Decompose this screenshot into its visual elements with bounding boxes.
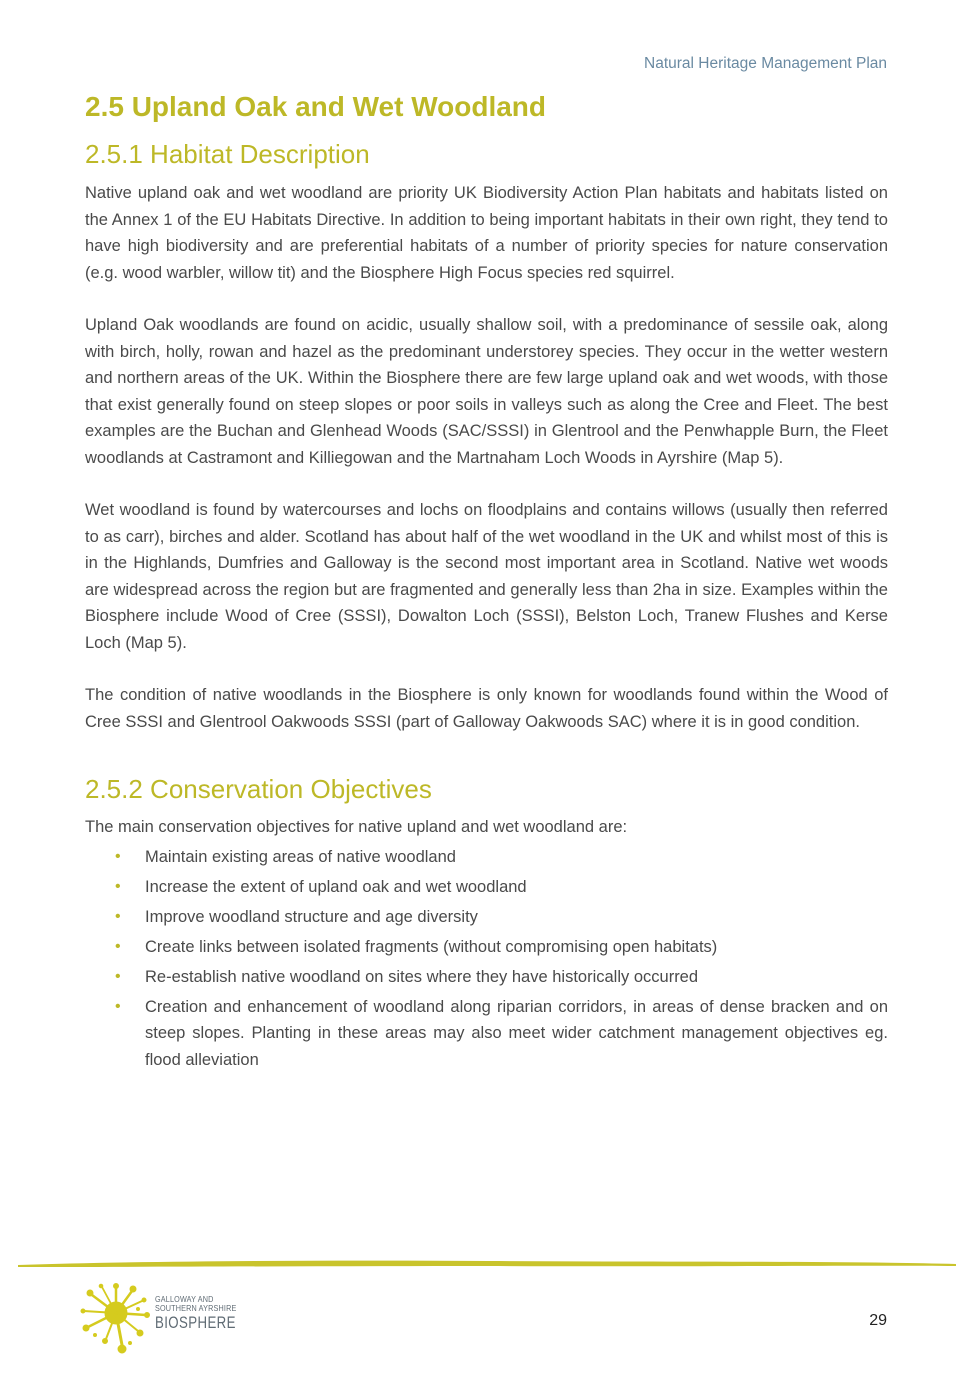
habitat-paragraph-4: The condition of native woodlands in the Biosphere is only known for woodlands found within the Wood of Cree SSSI and Glentrool Oakwoods SSSI (part of Galloway Oakwoods SAC) where it is in good condition. bbox=[85, 686, 888, 731]
bullet-icon: • bbox=[115, 907, 121, 925]
objective-item bbox=[85, 934, 888, 961]
logo-line-3: BIOSPHERE bbox=[155, 1312, 236, 1332]
bullet-icon: • bbox=[115, 997, 121, 1015]
habitat-paragraph-2: Upland Oak woodlands are found on acidic, usually shallow soil, with a predominance of sessile oak, along with birch, holly, rowan and hazel as the predominant understorey species. They occur in the wetter western and northern areas of the UK. Within the Biosphere there are few large upland oak and wet woods, with those that exist generally found on steep slopes or poor soils in valleys such as along the Cree and Fleet. The best examples are the Buchan and Glenhead Woods (SAC/SSSI) in Glentrool and the Penwhapple Burn, the Fleet woodlands at Castramont and Killiegowan and the Martnaham Loch Woods in Ayrshire (Map 5). bbox=[85, 316, 888, 467]
logo-text bbox=[155, 1295, 259, 1332]
objective-item bbox=[85, 964, 888, 991]
bullet-icon: • bbox=[115, 847, 121, 865]
habitat-paragraph-1: Native upland oak and wet woodland are priority UK Biodiversity Action Plan habitats and habitats listed on the Annex 1 of the EU Habitats Directive. In addition to being important habitats in their own right, they tend to have high biodiversity and are preferential habitats of a number of priority species for nature conservation (e.g. wood warbler, willow tit) and the Biosphere High Focus species red squirrel. bbox=[85, 184, 888, 282]
running-header: Natural Heritage Management Plan bbox=[644, 55, 887, 72]
objective-text: Create links between isolated fragments (without compromising open habitats) bbox=[145, 937, 718, 956]
bullet-icon: • bbox=[115, 967, 121, 985]
bullet-icon: • bbox=[115, 877, 121, 895]
objective-text: Re-establish native woodland on sites where they have historically occurred bbox=[145, 967, 699, 986]
objective-item bbox=[85, 844, 888, 871]
biosphere-logo bbox=[80, 1283, 240, 1355]
sun-splash-icon bbox=[80, 1283, 152, 1355]
objectives-intro: The main conservation objectives for native upland and wet woodland are: bbox=[85, 818, 628, 836]
objective-item bbox=[85, 904, 888, 931]
objective-text: Improve woodland structure and age diversity bbox=[145, 907, 478, 926]
page-content bbox=[85, 88, 888, 1077]
objective-item bbox=[85, 994, 888, 1074]
logo-line-1: GALLOWAY AND bbox=[155, 1294, 214, 1304]
objective-text: Maintain existing areas of native woodland bbox=[145, 847, 456, 866]
objective-text: Creation and enhancement of woodland along riparian corridors, in areas of dense bracken and on steep slopes. Planting in these areas may also meet wider catchment management objectives eg. flood alleviation bbox=[145, 997, 888, 1069]
objective-text: Increase the extent of upland oak and wet woodland bbox=[145, 877, 527, 896]
logo-line-2: SOUTHERN AYRSHIRE bbox=[155, 1302, 237, 1313]
conservation-objectives-heading: 2.5.2 Conservation Objectives bbox=[85, 774, 432, 804]
section-title: 2.5 Upland Oak and Wet Woodland bbox=[85, 91, 547, 122]
bullet-icon: • bbox=[115, 937, 121, 955]
objective-item bbox=[85, 874, 888, 901]
page-number: 29 bbox=[869, 1312, 887, 1329]
objectives-list bbox=[85, 844, 888, 1074]
habitat-paragraph-3: Wet woodland is found by watercourses and lochs on floodplains and contains willows (usually then referred to as carr), birches and alder. Scotland has about half of the wet woodland in the UK and whilst most of this is in the Highlands, Dumfries and Galloway is the second most important area in Scotland. Native wet woods are widespread across the region but are fragmented and generally less than 2ha in size. Examples within the Biosphere include Wood of Cree (SSSI), Dowalton Loch (SSSI), Belston Loch, Tranew Flushes and Kerse Loch (Map 5). bbox=[85, 501, 888, 652]
footer-rule bbox=[18, 1258, 956, 1270]
habitat-description-heading: 2.5.1 Habitat Description bbox=[85, 139, 370, 169]
